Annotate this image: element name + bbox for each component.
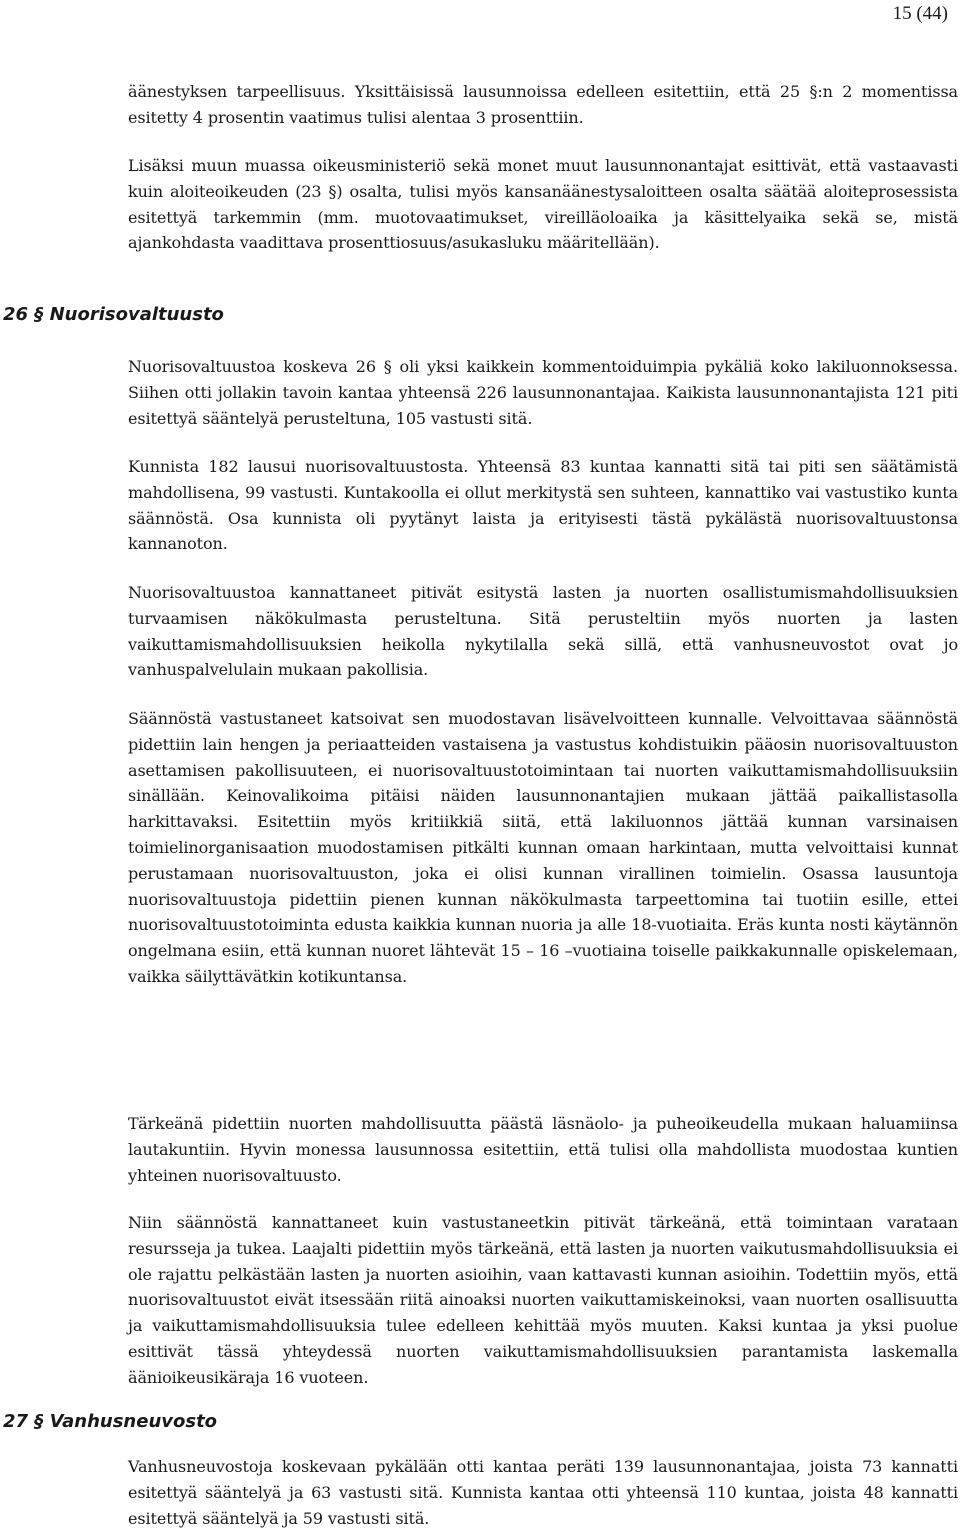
section-26-paragraph-5: Tärkeänä pidettiin nuorten mahdollisuutta päästä läsnäolo- ja puheoikeudella mukaan haluamiinsa lautakuntiin. Hyvin monessa lausunnossa esitettiin, että tulisi olla mahdollista muodostaa kuntien yhteinen nuorisovaltuusto.	[128, 1114, 958, 1185]
section-26-heading: 26 § Nuorisovaltuusto	[3, 304, 224, 325]
section-26-paragraph-4: Säännöstä vastustaneet katsoivat sen muodostavan lisävelvoitteen kunnalle. Velvoittavaa säännöstä pidettiin lain hengen ja periaatteiden vastaisena ja vastustus kohdistuikin pääosin nuorisovaltuuston asettamisen pakollisuuteen, ei nuorisovaltuustotoimintaan tai nuorten vaikuttamismahdollisuuksiin sinällään. Keinovalikoima pitäisi näiden lausunnonantajien mukaan jättää paikallistasolla harkittavaksi. Esitettiin myös kritiikkiä siitä, että lakiluonnos jättää kunnan varsinaisen toimielinorganisaation muodostamisen pitkälti kunnan omaan harkintaan, mutta velvoittaisi kunnat perustamaan nuorisovaltuuston, joka ei olisi kunnan virallinen toimielin. Osassa lausuntoja nuorisovaltuustoja pidettiin pienen kunnan näkökulmasta tarpeettomina tai tuotiin esille, ettei nuorisovaltuustotoiminta edusta kaikkia kunnan nuoria ja alle 18-vuotiaita. Eräs kunta nosti käytännön ongelmana esiin, että kunnan nuoret lähtevät 15 – 16 –vuotiaina toiselle paikkakunnalle opiskelemaan, vaikka säilyttävätkin kotikuntansa.	[128, 709, 958, 986]
section-27-heading: 27 § Vanhusneuvosto	[3, 1411, 218, 1432]
section-26-paragraph-3: Nuorisovaltuustoa kannattaneet pitivät esitystä lasten ja nuorten osallistumismahdollisuuksien turvaamisen näkökulmasta perusteltuna. Sitä perusteltiin myös nuorten ja lasten vaikuttamismahdollisuuksien heikolla nykytilalla sekä sillä, että vanhusneuvostot ovat jo vanhuspalvelulain mukaan pakollisia.	[128, 583, 958, 680]
section-26-paragraph-1: Nuorisovaltuustoa koskeva 26 § oli yksi kaikkein kommentoiduimpia pykäliä koko lakiluonnoksessa. Siihen otti jollakin tavoin kantaa yhteensä 226 lausunnonantajaa. Kaikista lausunnonantajista 121 piti esitettyä sääntelyä perusteltuna, 105 vastusti sitä.	[128, 357, 958, 428]
section-27-paragraph-1: Vanhusneuvostoja koskevaan pykälään otti kantaa peräti 139 lausunnonantajaa, joista 73 kannatti esitettyä sääntelyä ja 63 vastusti sitä. Kunnista kantaa otti yhteensä 110 kuntaa, joista 48 kannatti esitettyä sääntelyä ja 59 vastusti sitä.	[128, 1457, 958, 1528]
section-26-paragraph-2: Kunnista 182 lausui nuorisovaltuustosta. Yhteensä 83 kuntaa kannatti sitä tai piti sen säätämistä mahdollisena, 99 vastusti. Kuntakoolla ei ollut merkitystä sen suhteen, kannattiko vai vastustiko kunta säännöstä. Osa kunnista oli pyytänyt laista ja erityisesti tästä pykälästä nuorisovaltuustonsa kannanoton.	[128, 457, 958, 554]
section-26-paragraph-6: Niin säännöstä kannattaneet kuin vastustaneetkin pitivät tärkeänä, että toimintaan varataan resursseja ja tukea. Laajalti pidettiin myös tärkeänä, että lasten ja nuorten vaikutusmahdollisuuksia ei ole rajattu pelkästään lasten ja nuorten asioihin, vaan kattavasti kunnan asioihin. Todettiin myös, että nuorisovaltuustot eivät itsessään riitä ainoaksi nuorten vaikuttamiskeinoksi, vaan nuorten osallisuutta ja vaikuttamismahdollisuuksia tulee edelleen kehittää myös muuten. Kaksi kuntaa ja yksi puolue esittivät tässä yhteydessä nuorten vaikuttamismahdollisuuksien parantamista laskemalla äänioikeusikäraja 16 vuoteen.	[128, 1213, 958, 1387]
intro-paragraph-2: Lisäksi muun muassa oikeusministeriö sekä monet muut lausunnonantajat esittivät, että vastaavasti kuin aloiteoikeuden (23 §) osalta, tulisi myös kansanäänestysaloitteen osalta säätää aloiteprosessista esitettyä tarkemmin (mm. muotovaatimukset, vireilläoloaika ja käsittelyaika sekä se, mistä ajankohdasta vaadittava prosenttiosuus/asukasluku määritellään).	[128, 156, 958, 253]
page-number: 15 (44)	[892, 3, 948, 24]
intro-paragraph-1: äänestyksen tarpeellisuus. Yksittäisissä lausunnoissa edelleen esitettiin, että 25 §:n 2 momentissa esitetty 4 prosentin vaatimus tulisi alentaa 3 prosenttiin.	[128, 82, 958, 127]
